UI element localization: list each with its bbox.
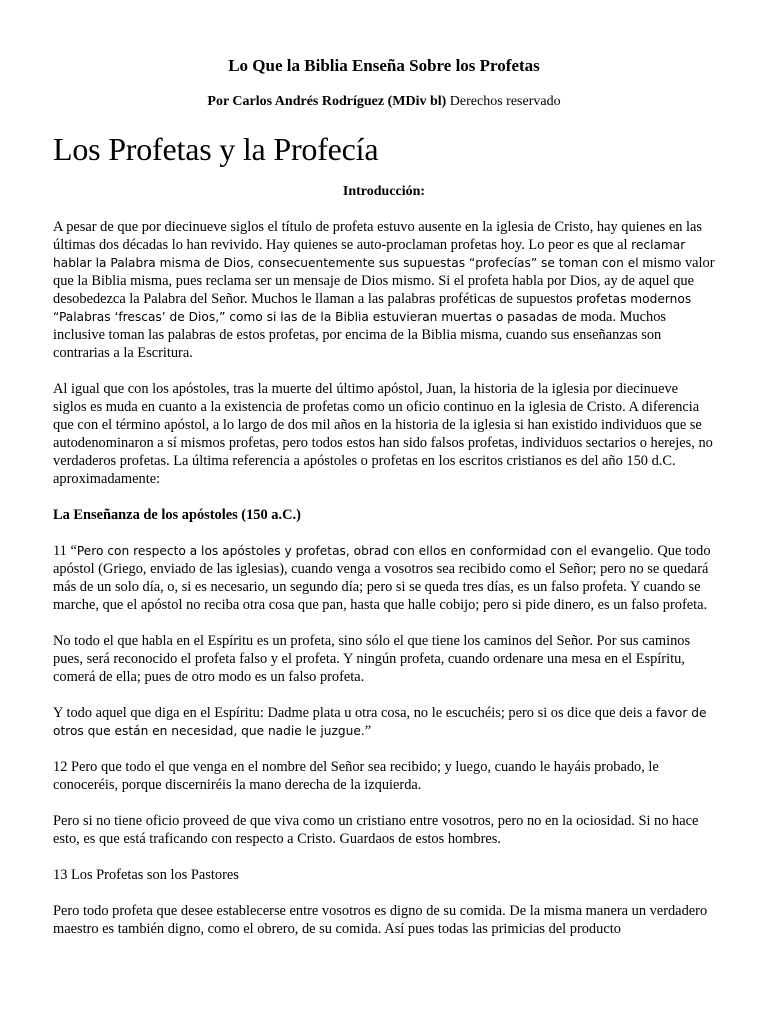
subheading-13: 13 Los Profetas son los Pastores (53, 867, 239, 883)
section-heading-introduction: Introducción: (342, 184, 426, 199)
paragraph-apostles-history: Al igual que con los apóstoles, tras la muerte del último apóstol, Juan, la historia de la iglesia por diecinueve siglos es muda en cuanto a la existencia de profetas como un oficio continuo en la iglesia de Cristo. A diferencia que con el término apóstol, a lo largo de dos mil años en la historia de la iglesia si han existido individuos que se autodenominaron a sí mismos profetas, pero todos estos han sido falsos profetas, individuos sectarios o herejes, no verdaderos profetas. La última referencia a apóstoles o profetas en los escritos cristianos es del año 150 d.C. aproximadamente: (53, 381, 713, 487)
paragraph-no-trade: Pero si no tiene oficio proveed de que viva como un cristiano entre vosotros, pero no en la ociosidad. Si no hace esto, es que está traficando con respecto a Cristo. Guardaos de estos hombres. (53, 813, 699, 847)
paragraph-quote-12: 12 Pero que todo el que venga en el nombre del Señor sea recibido; y luego, cuando le hayáis probado, le conoceréis, porque discerniréis la mano derecha de la izquierda. (53, 759, 659, 793)
document-title: Lo Que la Biblia Enseña Sobre los Profetas (228, 56, 540, 75)
author-name: Por Carlos Andrés Rodríguez (MDiv bl) (207, 94, 447, 109)
text-run: ” (364, 723, 372, 739)
paragraph-give-money (53, 704, 715, 740)
paragraph-worthy-food: Pero todo profeta que desee establecerse entre vosotros es digno de su comida. De la misma manera un verdadero maestro es también digno, como el obrero, de su comida. Así pues todas las primicias del producto (53, 903, 708, 937)
paragraph-spirit-prophet: No todo el que habla en el Espíritu es un profeta, sino sólo el que tiene los caminos del Señor. Por sus caminos pues, será reconocido el profeta falso y el profeta. Y ningún profeta, cuando ordenare una mesa en el Espíritu, comerá de ella; pues de otro modo es un falso profeta. (53, 633, 691, 685)
paragraph-quote-11 (53, 542, 715, 614)
text-run: A pesar de que por diecinueve siglos el título de profeta estuvo ausente en la iglesia de Cristo, hay quienes en las últimas dos décadas lo han revivido. Hay quienes se auto-proclaman profetas hoy. Lo peor es que al (53, 219, 702, 253)
text-run: Y todo aquel que diga en el Espíritu: Dadme plata u otra cosa, no le escuchéis; pero si os dice que deis a (53, 705, 656, 721)
text-run: Que todo apóstol (Griego, enviado de las iglesias), cuando venga a vosotros sea recibido como el Señor; pero no se quedará más de un solo día, o, si es necesario, un segundo día; pero si se queda tres días, es un falso profeta. Y cuando se marche, que el apóstol no reciba otra cosa que pan, hasta que halle cobijo; pero si pide dinero, es un falso profeta. (53, 543, 711, 613)
text-run-alt-font: reclamar hablar la Palabra misma de Dios, consecuentemente sus supuestas “profecías” se toman con el (53, 238, 686, 270)
paragraph-intro (53, 218, 715, 362)
subheading-didache: La Enseñanza de los apóstoles (150 a.C.) (53, 507, 301, 523)
text-run-alt-font: profetas modernos “Palabras ‘frescas’ de Dios,” como si las de la Biblia estuvieran muertas o pasadas de (53, 292, 692, 324)
main-heading: Los Profetas y la Profecía (53, 131, 379, 167)
text-run: 11 “ (53, 543, 77, 559)
text-run-alt-font: Pero con respecto a los apóstoles y profetas, obrad con ellos en conformidad con el evangelio. (76, 544, 654, 558)
text-run: moda. Muchos inclusive toman las palabras de estos profetas, por encima de la Biblia misma, cuando sus enseñanzas son contrarias a la Escritura. (53, 309, 667, 361)
text-run: mismo valor que la Biblia misma, pues reclama ser un mensaje de Dios mismo. Si el profeta habla por Dios, ay de aquel que desobedezca la Palabra del Señor. Muchos le llaman a las palabras proféticas de supuestos (53, 255, 715, 307)
author-line (53, 93, 715, 111)
text-run-alt-font: favor de otros que están en necesidad, que nadie le juzgue. (53, 706, 707, 738)
copyright-note: Derechos reservado (446, 94, 561, 109)
